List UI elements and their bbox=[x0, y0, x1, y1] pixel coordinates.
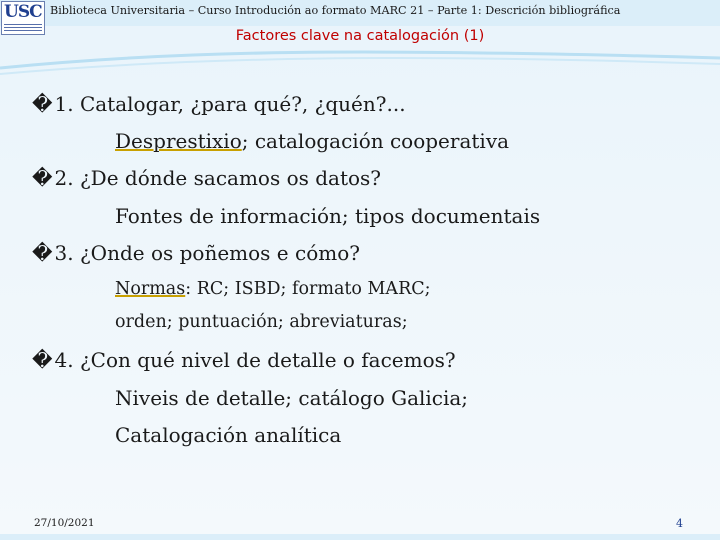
question-2 bbox=[32, 166, 381, 190]
answer-text: ; catalogación cooperativa bbox=[241, 129, 510, 153]
bullet-icon: � bbox=[32, 241, 53, 265]
question-text: 2. ¿De dónde sacamos os datos? bbox=[54, 166, 382, 190]
question-1 bbox=[32, 92, 406, 116]
answer-4-line-1: Niveis de detalle; catálogo Galicia; bbox=[115, 386, 469, 410]
answer-3-line-1 bbox=[115, 279, 431, 299]
answer-3-line-2: orden; puntuación; abreviaturas; bbox=[115, 312, 408, 332]
logo-text: USC bbox=[4, 2, 42, 22]
question-3 bbox=[32, 241, 360, 265]
answer-text: : RC; ISBD; formato MARC; bbox=[185, 279, 431, 299]
question-4 bbox=[32, 348, 456, 372]
bullet-icon: � bbox=[32, 92, 53, 116]
link-desprestixio[interactable]: Desprestixio bbox=[115, 129, 242, 153]
answer-1-line-1 bbox=[115, 129, 509, 153]
link-normas[interactable]: Normas bbox=[115, 279, 186, 299]
bottom-band bbox=[0, 534, 720, 540]
slide-title: Factores clave na catalogación (1) bbox=[235, 28, 485, 44]
bullet-icon: � bbox=[32, 348, 53, 372]
answer-2-line-1: Fontes de información; tipos documentais bbox=[115, 204, 541, 228]
footer-date: 27/10/2021 bbox=[34, 517, 95, 529]
question-text: 3. ¿Onde os poñemos e cómo? bbox=[54, 241, 360, 265]
question-text: 4. ¿Con qué nivel de detalle o facemos? bbox=[54, 348, 456, 372]
course-header: Biblioteca Universitaria – Curso Introdución ao formato MARC 21 – Parte 1: Descrición bibliográfica bbox=[50, 4, 621, 17]
question-text: 1. Catalogar, ¿para qué?, ¿quén?... bbox=[54, 92, 406, 116]
bullet-icon: � bbox=[32, 166, 53, 190]
answer-4-line-2: Catalogación analítica bbox=[115, 423, 342, 447]
page-number: 4 bbox=[676, 517, 683, 530]
